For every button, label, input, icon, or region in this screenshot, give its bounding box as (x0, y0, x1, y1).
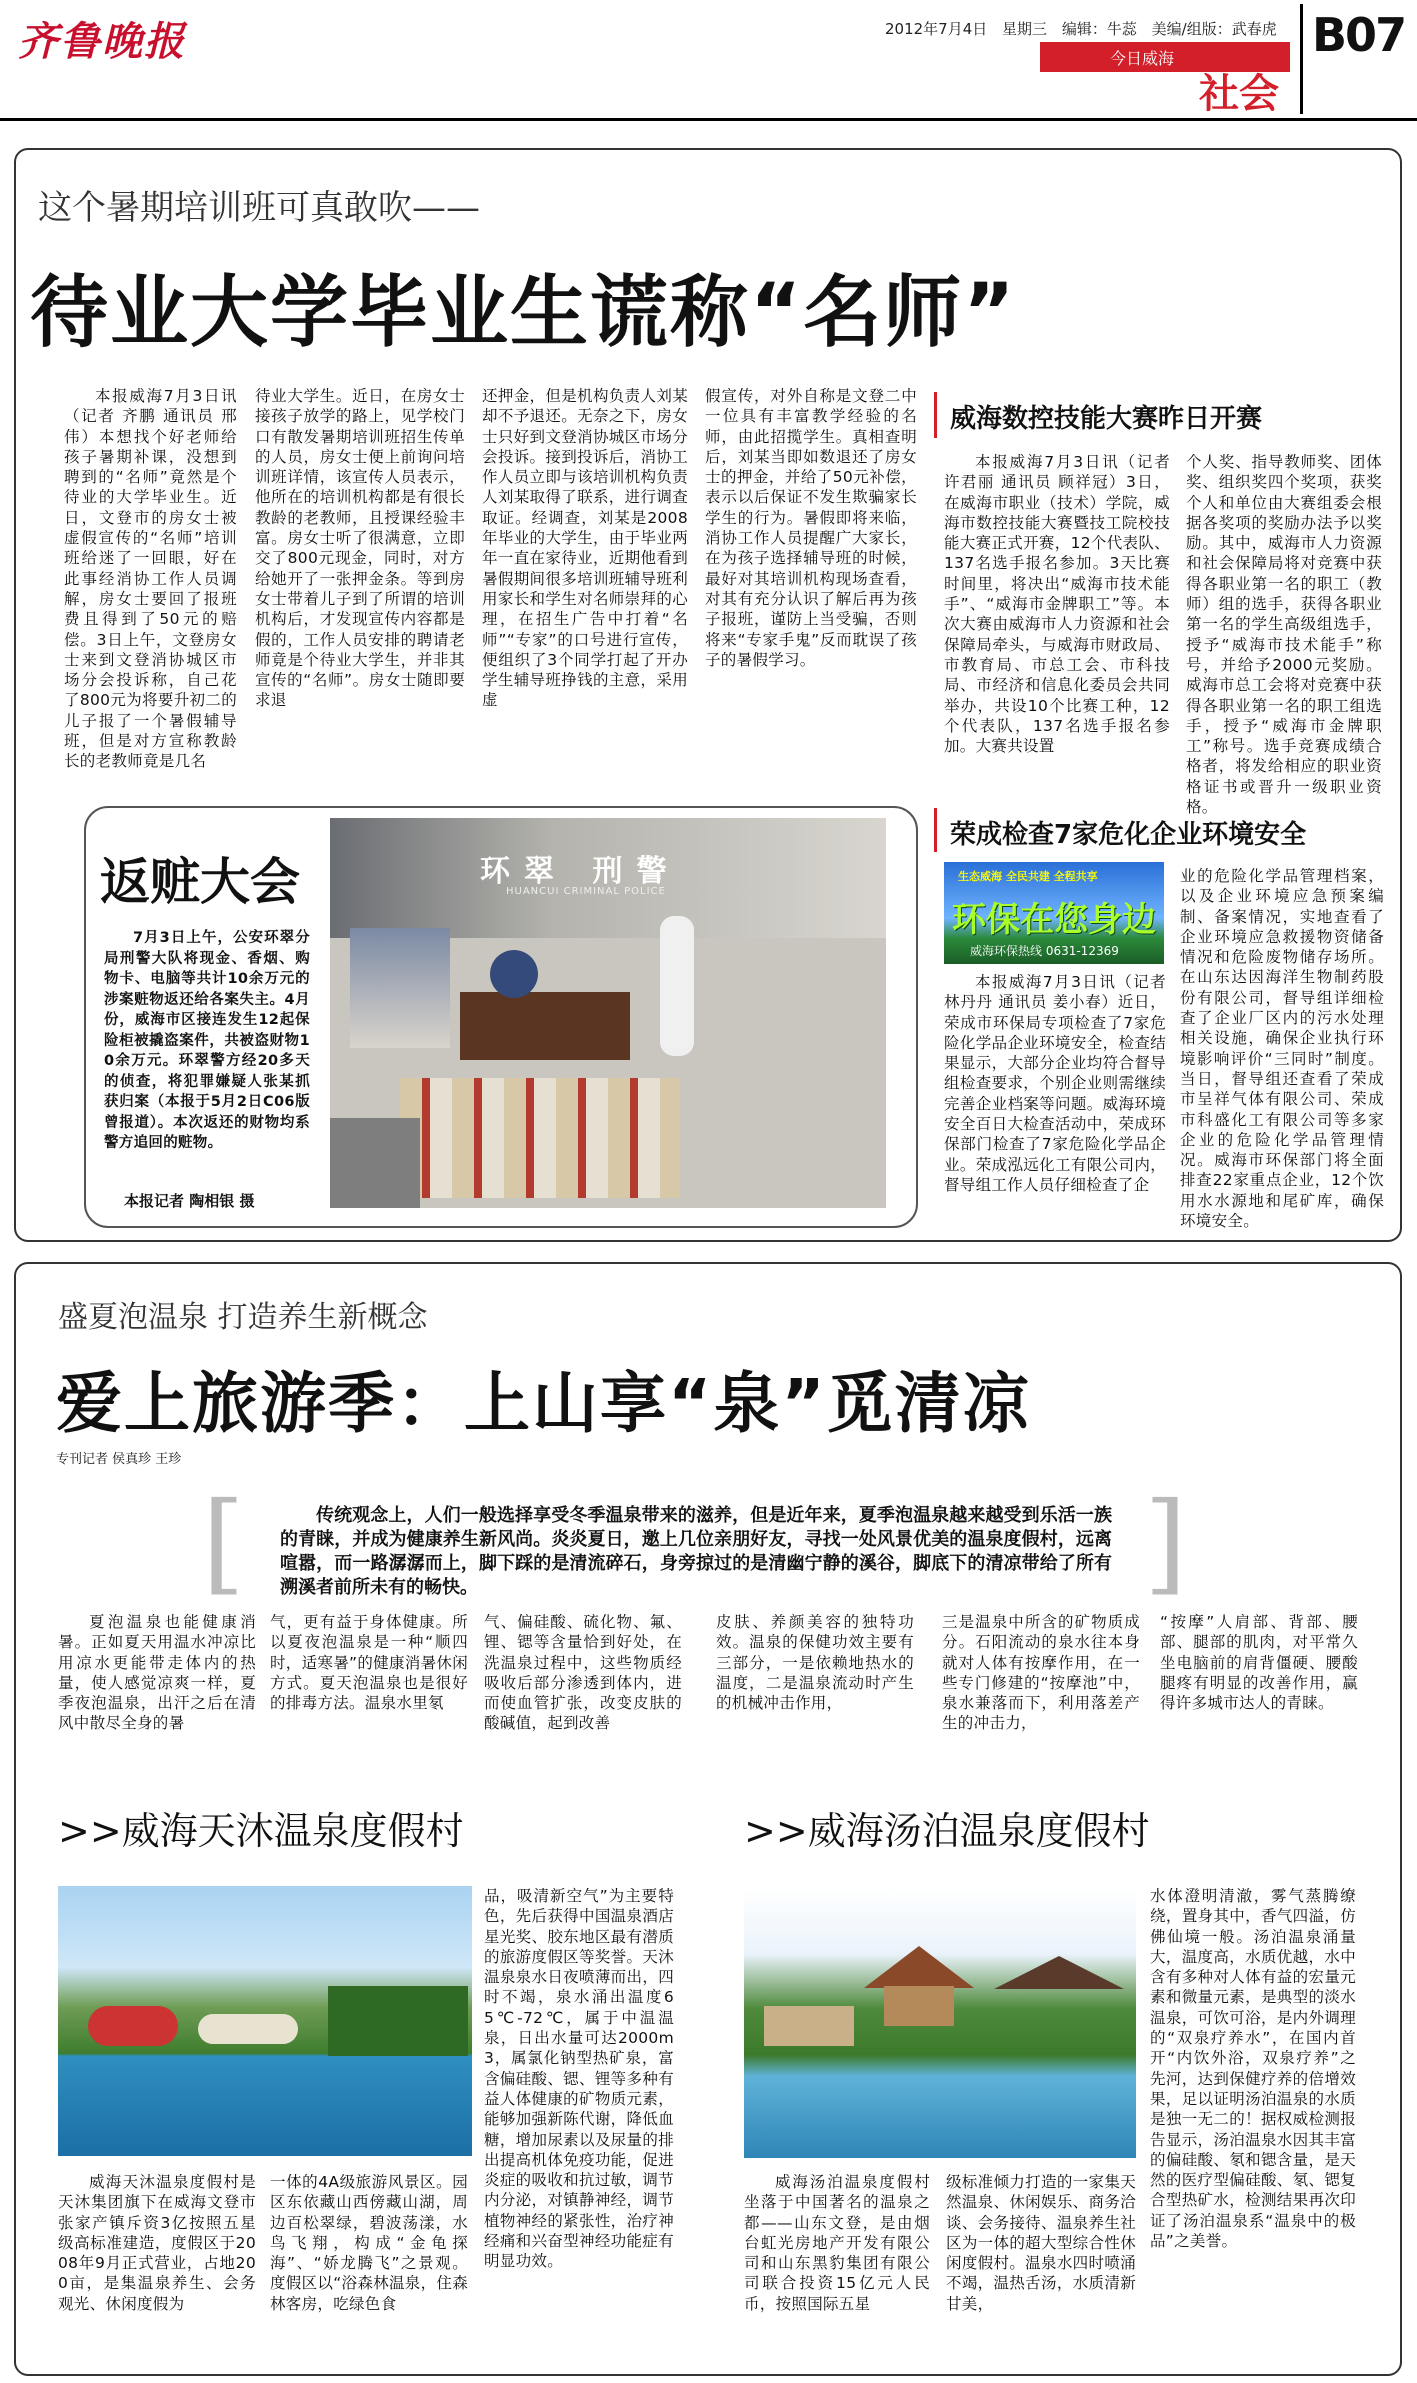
channel-label: 今日威海 (1110, 49, 1175, 68)
issue-weekday: 星期三 (1002, 20, 1048, 38)
banner-hotline: 威海环保热线 0631-12369 (970, 944, 1119, 958)
feature-column-3 (484, 1612, 682, 1734)
resort1-text-top: 品，吸清新空气”为主要特色，先后获得中国温泉酒店星光奖、胶东地区最有潜质的旅游度假区等奖誉。天沐温泉泉水日夜喷薄而出，四时不竭，泉水涌出温度65℃-72℃，属于中温温泉，日出水量可达2000m3，属氯化钠型热矿泉，富含偏硅酸、锶、锂等多种有益人体健康的矿物质元素，能够加强新陈代谢，降低血糖，增加尿素以及尿量的排出提高机体免疫功能，促进炎症的吸收和抗过敏，调节内分泌，对镇静神经，调节植物神经的紧张性，治疗神经痛和兴奋型神经功能症有明显功效。 (484, 1887, 674, 2271)
tianmu-resort-photo (58, 1886, 472, 2156)
feature-column-6 (1160, 1612, 1358, 1713)
walkway (764, 2006, 854, 2046)
police-sign-english: HUANCUI CRIMINAL POLICE (506, 886, 666, 897)
story1-kicker: 这个暑期培训班可真敢吹—— (38, 188, 480, 228)
officer-figure (490, 950, 538, 998)
police-sign: 环翠 刑警 (480, 854, 681, 889)
header-divider (1300, 4, 1303, 114)
feature-text-2: 气，更有益于身体健康。所以夏夜泡温泉是一种“顺四时，适寒暑”的健康消暑休闲方式。夏天泡温泉也是很好的排毒方法。温泉水里氡 (270, 1613, 468, 1713)
pavilion (884, 1986, 954, 2026)
story1-headline: 待业大学毕业生谎称“名师” (30, 268, 1017, 358)
editor-credit: 编辑：牛蕊 (1061, 20, 1137, 38)
cigarette-cartons (400, 1078, 680, 1198)
feature-lead-text: 传统观念上，人们一般选择享受冬季温泉带来的滋养，但是近年来，夏季泡温泉越来越受到乐活一族的青睐，并成为健康养生新风尚。炎炎夏日，邀上几位亲朋好友，寻找一处风景优美的温泉度假村，远离喧嚣，而一路潺潺而上，脚下踩的是清流碎石，身旁掠过的是清幽宁静的溪谷，脚底下的清凉带给了所有溯溪者前所未有的畅快。 (280, 1505, 1112, 1598)
story3-column-left (944, 972, 1166, 1195)
feature-column-2 (270, 1612, 468, 1713)
feature-headline: 爱上旅游季：上山享“泉”觅清凉 (56, 1365, 1031, 1442)
tangbo-resort-photo (744, 1886, 1136, 2158)
story1-column-2 (255, 386, 465, 711)
feature-text-5: 三是温泉中所含的矿物质成分。石阳流动的泉水往本身就对人体有按摩作用，在一些专门修建的“按摩池”中，泉水兼落而下，利用落差产生的冲击力， (942, 1613, 1140, 1733)
photo-caption-text: 7月3日上午，公安环翠分局刑警大队将现金、香烟、购物卡、电脑等共计10余万元的涉案赃物返还给各案失主。4月份，威海市区接连发生12起保险柜被撬盗案件，共被盗财物10余万元。环翠警方经20多天的侦查，将犯罪嫌疑人张某抓获归案（本报于5月2日C06版曾报道）。本次返还的财物均系警方追回的赃物。 (104, 930, 310, 1151)
resort2-column-a (744, 2172, 930, 2314)
story2-column-1 (944, 452, 1170, 756)
photo-credit: 本报记者 陶相银 摄 (124, 1192, 255, 1210)
pool-deck (198, 2014, 298, 2044)
resort1-column-a (58, 2172, 256, 2314)
environment-banner (944, 862, 1164, 964)
feature-column-4 (716, 1612, 914, 1713)
feature-text-3: 气、偏硅酸、硫化物、氟、锂、锶等含量恰到好处，在洗温泉过程中，这些物质经吸收后部分渗透到体内，进而使血管扩张，改变皮肤的酸碱值，起到改善 (484, 1613, 682, 1733)
story1-text-3: 还押金，但是机构负责人刘某却不予退还。无奈之下，房女士只好到文登消协城区市场分会投诉。接到投诉后，消协工作人员立即与该培训机构负责人刘某取得了联系，进行调查取证。经调查，刘某是2008年毕业的大学生，由于毕业两年一直在家待业，近期他看到暑假期间很多培训班辅导班利用家长和学生对名师崇拜的心理，在招生广告中打着“名师”“专家”的口号进行宣传，便组织了3个同学打起了开办学生辅导班挣钱的主意，采用虚 (482, 387, 688, 710)
photo-story-title: 返赃大会 (100, 853, 300, 911)
quote-open-bracket: [ (202, 1478, 245, 1606)
trees (328, 1986, 468, 2056)
story3-title: 荣成检查7家危化企业环境安全 (950, 820, 1307, 850)
story3-marker (934, 808, 937, 852)
quote-close-bracket: ] (1144, 1478, 1187, 1606)
feature-column-5 (942, 1612, 1140, 1734)
story2-title: 威海数控技能大赛昨日开赛 (950, 404, 1263, 434)
story2-text-2: 个人奖、指导教师奖、团体奖、组织奖四个奖项，获奖个人和单位由大赛组委会根据各奖项的奖励办法予以奖励。其中，威海市人力资源和社会保障局将对竞赛中获得各职业第一名的职工（教师）组的选手，获得各职业第一名的学生高级组选手，授予“威海市技术能手”称号，并给予2000元奖励。威海市总工会将对竞赛中获得各职业第一名的职工组选手，授予“威海市金牌职工”称号。选手竞赛成绩合格者，将发给相应的职业资格证书或晋升一级职业资格。 (1186, 453, 1382, 817)
story3-text-left: 本报威海7月3日讯（记者 林丹丹 通讯员 姜小春）近日，荣成市环保局专项检查了7家危险化学品企业环境安全，检查结果显示，大部分企业均符合督导组检查要求，个别企业则需继续完善企业档案等问题。威海环境安全百日大检查活动中，荣成环保部门检查了7家危险化学品企业。荣成泓远化工有限公司内，督导组工作人员仔细检查了企 (944, 973, 1166, 1194)
masthead-rule (0, 118, 1417, 121)
story3-text-right: 业的危险化学品管理档案，以及企业环境应急预案编制、备案情况，实地查看了企业环境应急救援物资储备情况和危险废物储存场所。在山东达因海洋生物制药股份有限公司，督导组详细检查了企业厂区内的污水处理相关设施，确保企业执行环境影响评价“三同时”制度。当日，督导组还查看了荣成市呈祥气体有限公司、荣成市科盛化工有限公司等多家企业的危险化学品管理情况。威海市环保部门将全面排查22家重点企业，12个饮用水水源地和尾矿库，确保环境安全。 (1180, 867, 1384, 1231)
story1-column-1 (64, 386, 237, 772)
feature-text-4: 皮肤、养颜美容的独特功效。温泉的保健功效主要有三部分，一是依赖地热水的温度，二是温泉流动时产生的机械冲击作用， (716, 1613, 914, 1713)
story3-column-right (1180, 866, 1384, 1231)
issue-info (885, 18, 1277, 39)
feature-column-1 (58, 1612, 256, 1734)
feature-lead (280, 1504, 1112, 1600)
story2-marker (934, 392, 937, 438)
story2-text-1: 本报威海7月3日讯（记者 许君丽 通讯员 顾祥冠）3日，在威海市职业（技术）学院，威海市数控技能大赛暨技工院校技能大赛正式开赛，12个代表队、137名选手报名参加。3天比赛时间里，将决出“威海市技术能手”、“威海市金牌职工”等。本次大赛由威海市人力资源和社会保障局牵头，与威海市财政局、市教育局、市总工会、市科技局、市经济和信息化委员会共同举办，共设10个比赛工种，12个代表队，137名选手报名参加。大赛共设置 (944, 453, 1170, 756)
section-name: 社会 (1199, 71, 1279, 117)
resort2-title: >>威海汤泊温泉度假村 (744, 1809, 1150, 1853)
feature-text-1: 夏泡温泉也能健康消暑。正如夏天用温水冲凉比用凉水更能带走体内的热量，使人感觉凉爽一样，夏季夜泡温泉，出汗之后在清风中散尽全身的暑 (58, 1613, 256, 1733)
story2-column-2 (1186, 452, 1382, 817)
woman-figure (660, 916, 694, 1056)
resort1-column-top (484, 1886, 674, 2272)
banner-slogan: 生态威海 全民共建 全程共享 (958, 870, 1098, 883)
resort2-text-top: 水体澄明清澈，雾气蒸腾缭绕，置身其中，香气四溢，仿佛仙境一般。汤泊温泉涌量大，温度高，水质优越，水中含有多种对人体有益的宏量元素和微量元素，是典型的淡水温泉，可饮可浴，是内外调理的“双泉疗养水”，在国内首开“内饮外浴，双泉疗养”之先河，达到保健疗养的倍增效果，足以证明汤泊温泉的水质是独一无二的！据权威检测报告显示，汤泊温泉水因其丰富的偏硅酸、氡和锶含量，是天然的医疗型偏硅酸、氡、锶复合型热矿水，检测结果再次印证了汤泊温泉系“温泉中的极品”之美誉。 (1150, 1887, 1356, 2251)
resort2-column-b (946, 2172, 1136, 2314)
banner-title: 环保在您身边 (952, 900, 1156, 940)
umbrella-row (88, 2006, 178, 2046)
resort1-title: >>威海天沐温泉度假村 (58, 1809, 464, 1853)
returning-loot-photo (330, 818, 886, 1208)
feature-kicker: 盛夏泡温泉 打造养生新概念 (58, 1300, 428, 1335)
page-number: B07 (1312, 8, 1406, 62)
feature-byline: 专刊记者 侯真珍 王珍 (56, 1452, 182, 1467)
feature-text-6: “按摩”人肩部、背部、腰部、腿部的肌肉，对平常久坐电脑前的肩背僵硬、腰酸腿疼有明显的改善作用，赢得许多城市达人的青睐。 (1160, 1613, 1358, 1713)
desk (460, 992, 630, 1060)
crowd (350, 928, 450, 1048)
resort1-text-a: 威海天沐温泉度假村是天沐集团旗下在威海文登市张家产镇斥资3亿按照五星级高标准建造，度假区于2008年9月正式营业，占地200亩，是集温泉养生、会务观光、休闲度假为 (58, 2173, 256, 2313)
story1-text-2: 待业大学生。近日，在房女士接孩子放学的路上，见学校门口有散发暑期培训班招生传单的人员，房女士便上前询问培训班详情，该宣传人员表示，他所在的培训机构都是有很长教龄的老教师，且授课经验丰富。房女士听了很满意，立即交了800元现金，同时，对方给她开了一张押金条。等到房女士带着儿子到了所谓的培训机构后，才发现宣传内容都是假的，工作人员安排的聘请老师竟是个待业大学生，并非其宣传的“名师”。房女士随即要求退 (255, 387, 465, 710)
resort1-column-b (270, 2172, 468, 2314)
seized-items (330, 1118, 420, 1208)
resort2-text-a: 威海汤泊温泉度假村坐落于中国著名的温泉之都——山东文登，是由烟台虹光房地产开发有限公司和山东黑豹集团有限公司联合投资15亿元人民币，按照国际五星 (744, 2173, 930, 2313)
photo-caption (104, 928, 310, 1154)
resort2-column-top (1150, 1886, 1356, 2251)
story1-column-4 (705, 386, 917, 670)
gazebo (994, 1956, 1124, 2016)
designer-credit: 美编/组版：武春虎 (1151, 20, 1277, 38)
newspaper-logo: 齐鲁晚报 (18, 18, 186, 65)
story1-text-4: 假宣传，对外自称是文登二中一位具有丰富教学经验的名师，由此招揽学生。真相查明后，刘某当即如数退还了房女士的押金，并给了50元补偿，表示以后保证不发生欺骗家长学生的行为。暑假即将来临，消协工作人员提醒广大家长，在为孩子选择辅导班的时候，最好对其培训机构现场查看，对其有充分认识了解后再为孩子报班，谨防上当受骗，否则将来“专家手鬼”反而耽误了孩子的暑假学习。 (705, 387, 917, 669)
resort2-text-b: 级标准倾力打造的一家集天然温泉、休闲娱乐、商务洽谈、会务接待、温泉养生社区为一体的超大型综合性休闲度假村。温泉水四时喷涌不竭，温热舌汤，水质清新甘美， (946, 2173, 1136, 2313)
issue-date: 2012年7月4日 (885, 20, 988, 38)
resort1-text-b: 一体的4A级旅游风景区。园区东依藏山西傍藏山湖，周边百松翠绿，碧波荡漾，水鸟飞翔，构成“金龟探海”、“娇龙腾飞”之景观。度假区以“浴森林温泉，住森林客房，吃绿色食 (270, 2173, 468, 2313)
story1-text-1: 本报威海7月3日讯（记者 齐鹏 通讯员 邢伟）本想找个好老师给孩子暑期补课，没想到聘到的“名师”竟然是个待业的大学毕业生。近日，文登市的房女士被虚假宣传的“名师”培训班给迷了一回眼，好在此事经消协工作人员调解，房女士要回了报班费且得到了50元的赔偿。3日上午，文登房女士来到文登消协城区市场分会投诉称，自己花了800元为将要升初二的儿子报了一个暑假辅导班，但是对方宣称教龄长的老教师竟是几名 (64, 387, 237, 771)
story1-column-3 (482, 386, 688, 711)
